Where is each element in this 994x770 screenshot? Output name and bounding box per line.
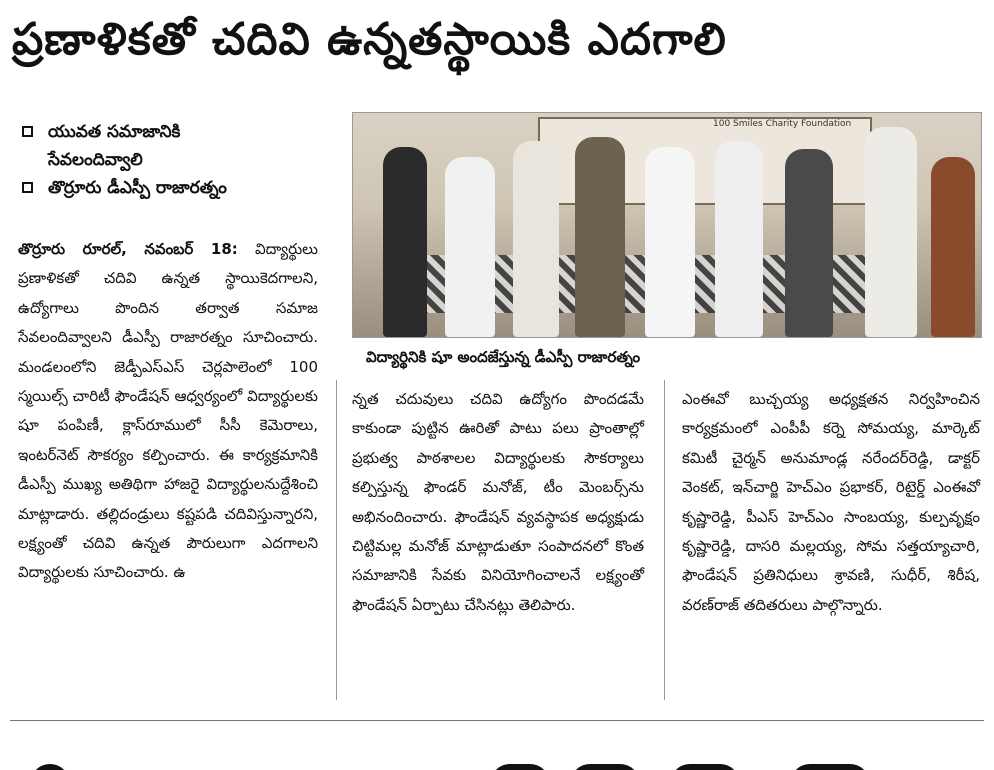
photo-person (645, 147, 695, 337)
photo-person (575, 137, 625, 337)
photo-caption: విద్యార్థినికి షూ అందజేస్తున్న డీఎస్పీ రాజారత్నం (366, 348, 641, 366)
photo-person (931, 157, 975, 337)
bullet-item (22, 118, 322, 174)
bullet-item (22, 174, 322, 202)
photo-person (785, 149, 833, 337)
dateline: తొర్రూరు రూరల్‌, నవంబర్‌ 18: (18, 240, 238, 258)
photo-person (383, 147, 427, 337)
banner-text: 100 Smiles Charity Foundation (713, 119, 852, 129)
photo-person (513, 141, 559, 337)
next-headline-cutoff (30, 730, 980, 770)
column-divider (336, 380, 337, 700)
article-text: విద్యార్థులు ప్రణాళికతో చదివి ఉన్నత స్థాయికెదగాలని, ఉద్యోగాలు పొందిన తర్వాత సమాజ సేవలందివ్వాలని డీఎస్పీ రాజారత్నం సూచించారు. మండలంలోని జెడ్పీఎస్‌ఎస్‌ చెర్లపాలెంలో 100 స్మయిల్స్‌ చారిటీ ఫౌండేషన్‌ ఆధ్వర్యంలో విద్యార్థులకు షూ పంపిణీ, క్లాస్‌రూములో సీసీ కెమెరాలు, ఇంటర్‌నెట్‌ సౌకర్యం కల్పించారు. ఈ కార్యక్రమానికి డీఎస్పీ ముఖ్య అతిథిగా హాజరై విద్యార్థులనుద్దేశించి మాట్లాడారు. తల్లిదండ్రులు కష్టపడి చదివిస్తున్నారని, లక్ష్యంతో చదివి ఉన్నత పౌరులుగా ఎదగాలని విద్యార్థులకు సూచించారు. ఉ (18, 240, 318, 582)
bullet-text: తొర్రూరు డీఎస్పీ రాజారత్నం (48, 178, 227, 198)
article-column-2 (352, 385, 644, 620)
headline: ప్రణాళికతో చదివి ఉన్నతస్థాయికి ఎదగాలి (12, 14, 727, 65)
photo-person (445, 157, 495, 337)
bullet-text: యువత సమాజానికి (48, 122, 181, 142)
bullet-text-cont: సేవలందివ్వాలి (48, 150, 143, 170)
article-column-3 (682, 385, 980, 620)
subheadline-bullets (22, 118, 322, 202)
news-photo (352, 112, 982, 338)
section-divider (10, 720, 984, 721)
square-bullet-icon (22, 182, 33, 193)
photo-person (865, 127, 917, 337)
square-bullet-icon (22, 126, 33, 137)
article-text: న్నత చదువులు చదివి ఉద్యోగం పొందడమే కాకుండా పుట్టిన ఊరితో పాటు పలు ప్రాంతాల్లో ప్రభుత్వ పాఠశాలల విద్యార్థులకు సౌకర్యాలు కల్పిస్తున్న ఫౌండర్‌ మనోజ్‌, టీం మెంబర్స్‌ను అభినందించారు. ఫౌండేషన్‌ వ్యవస్థాపక అధ్యక్షుడు చిట్టిమల్ల మనోజ్‌ మాట్లాడుతూ సంపాదనలో కొంత సమాజానికి సేవకు వినియోగించాలనే లక్ష్యంతో ఫౌండేషన్‌ ఏర్పాటు చేసినట్లు తెలిపారు. (352, 390, 644, 614)
column-divider (664, 380, 665, 700)
article-column-1 (18, 235, 318, 588)
article-text: ఎంఈవో బుచ్చయ్య అధ్యక్షతన నిర్వహించిన కార్యక్రమంలో ఎంపీపీ కర్నె సోమయ్య, మార్కెట్‌ కమిటీ చైర్మన్‌ అనుమాండ్ల నరేందర్‌రెడ్డి, డాక్టర్‌ వెంకట్‌, ఇన్‌చార్జి హెచ్‌ఎం ప్రభాకర్‌, రిటైర్డ్‌ ఎంఈవో కృష్ణారెడ్డి, పీఎస్‌ హెచ్‌ఎం సాంబయ్య, కుల్పవృక్షం కృష్ణారెడ్డి, దాసరి మల్లయ్య, సోమ సత్తయ్యాచారి, ఫౌండేషన్‌ ప్రతినిధులు శ్రావణి, సుధీర్‌, శిరీష, వరణ్‌రాజ్‌ తదితరులు పాల్గొన్నారు. (682, 390, 980, 614)
photo-person (715, 141, 763, 337)
